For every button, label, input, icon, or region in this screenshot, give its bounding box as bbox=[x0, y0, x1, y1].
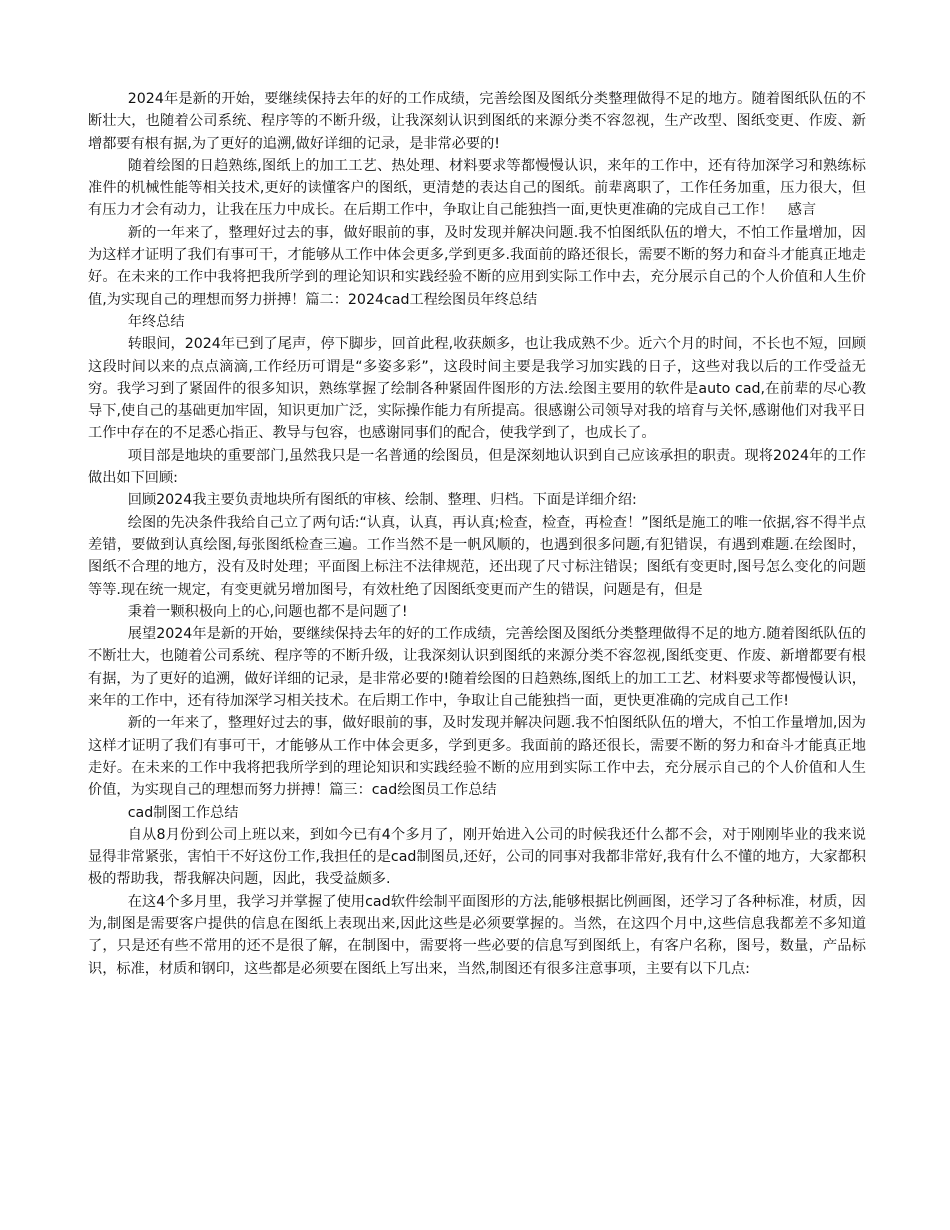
document-body bbox=[88, 88, 866, 980]
paragraph-skills: 随着绘图的日趋熟练,图纸上的加工工艺、热处理、材料要求等都慢慢认识，来年的工作中，还有待加深学习和熟练标准件的机械性能等相关技术,更好的读懂客户的图纸，更清楚的表达自己的图纸。前辈离职了，工作任务加重，压力很大，但有压力才会有动力，让我在压力中成长。在后期工作中，争取让自己能独挡一面,更快更准确的完成自己工作！ 感言 bbox=[88, 157, 866, 219]
paragraph-review: 转眼间，2024年已到了尾声，停下脚步，回首此程,收获颇多，也让我成熟不少。近六个月的时间，不长也不短，回顾这段时间以来的点点滴滴,工作经历可谓是“多姿多彩”，这段时间主要是我学习加实践的日子，这些对我以后的工作受益无穷。我学习到了紧固件的很多知识，熟练掌握了绘制各种紧固件图形的方法.绘图主要用的软件是auto cad,在前辈的尽心教导下,使自己的基础更加牢固，知识更加广泛，实际操作能力有所提高。很感谢公司领导对我的培育与关怀,感谢他们对我平日工作中存在的不足悉心指正、教导与包容，也感谢同事们的配合，使我学到了，也成长了。 bbox=[88, 336, 866, 442]
paragraph-cad-learning: 在这4个多月里，我学习并掌握了使用cad软件绘制平面图形的方法,能够根据比例画图，还学习了各种标准，材质，因为,制图是需要客户提供的信息在图纸上表现出来,因此这些是必须要掌握的。当然，在这四个月中,这些信息我都差不多知道了，只是还有些不常用的还不是很了解，在制图中，需要将一些必要的信息写到图纸上，有客户名称，图号，数量，产品标识，标准，材质和钢印，这些都是必须要在图纸上写出来，当然,制图还有很多注意事项，主要有以下几点: bbox=[88, 893, 866, 977]
paragraph-new-year-2: 新的一年来了，整理好过去的事，做好眼前的事，及时发现并解决问题.我不怕图纸队伍的增大，不怕工作量增加,因为这样才证明了我们有事可干，才能够从工作中体会更多，学到更多。我面前的路还很长，需要不断的努力和奋斗才能真正地走好。在未来的工作中我将把我所学到的理论知识和实践经验不断的应用到实际工作中去，充分展示自己的个人价值和人生价值，为实现自己的理想而努力拼搏！篇三：cad绘图员工作总结 bbox=[88, 715, 866, 799]
paragraph-positive-attitude: 秉着一颗积极向上的心,问题也都不是问题了! bbox=[127, 603, 408, 620]
paragraph-new-year: 新的一年来了，整理好过去的事，做好眼前的事，及时发现并解决问题.我不怕图纸队伍的增大，不怕工作量增加，因为这样才证明了我们有事可干，才能够从工作中体会更多,学到更多.我面前的路还很长，需要不断的努力和奋斗才能真正地走好。在未来的工作中我将把我所学到的理论知识和实践经验不断的应用到实际工作中去，充分展示自己的个人价值和人生价值,为实现自己的理想而努力拼搏！篇二：2024cad工程绘图员年终总结 bbox=[88, 224, 866, 308]
section-heading-cad-summary: cad制图工作总结 bbox=[127, 804, 239, 821]
paragraph-drawing-principles: 绘图的先决条件我给自己立了两句话:“认真，认真，再认真;检查，检查，再检查！”图纸是施工的唯一依据,容不得半点差错，要做到认真绘图,每张图纸检查三遍。工作当然不是一帆风顺的，也遇到很多问题,有犯错误，有遇到难题.在绘图时，图纸不合理的地方，没有及时处理；平面图上标注不法律规范，还出现了尺寸标注错误；图纸有变更时,图号怎么变化的问题等等.现在统一规定，有变更就另增加图号，有效杜绝了因图纸变更而产生的错误，问题是有，但是 bbox=[88, 514, 866, 598]
paragraph-intro: 2024年是新的开始，要继续保持去年的好的工作成绩，完善绘图及图纸分类整理做得不足的地方。随着图纸队伍的不断壮大，也随着公司系统、程序等的不断升级，让我深刻认识到图纸的来源分类不容忽视，生产改型、图纸变更、作废、新增都要有根有据,为了更好的追溯,做好详细的记录，是非常必要的! bbox=[88, 91, 866, 152]
paragraph-responsibilities: 回顾2024我主要负责地块所有图纸的审核、绘制、整理、归档。下面是详细介绍: bbox=[127, 492, 637, 509]
paragraph-outlook: 展望2024年是新的开始，要继续保持去年的好的工作成绩，完善绘图及图纸分类整理做得不足的地方.随着图纸队伍的不断壮大，也随着公司系统、程序等的不断升级，让我深刻认识到图纸的来源分类不容忽视,图纸变更、作废、新增都要有根有据，为了更好的追溯，做好详细的记录，是非常必要的!随着绘图的日趋熟练,图纸上的加工工艺、材料要求等都慢慢认识，来年的工作中，还有待加深学习相关技术。在后期工作中，争取让自己能独挡一面，更快更准确的完成自己工作! bbox=[88, 626, 866, 710]
section-heading-year-end: 年终总结 bbox=[127, 313, 185, 330]
paragraph-joined-company: 自从8月份到公司上班以来，到如今已有4个多月了，刚开始进入公司的时候我还什么都不会，对于刚刚毕业的我来说显得非常紧张，害怕干不好这份工作,我担任的是cad制图员,还好，公司的同事对我都非常好,我有什么不懂的地方，大家都积极的帮助我，帮我解决问题，因此，我受益颇多. bbox=[88, 826, 866, 888]
paragraph-department: 项目部是地块的重要部门,虽然我只是一名普通的绘图员，但是深刻地认识到自己应该承担的职责。现将2024年的工作做出如下回顾: bbox=[88, 447, 866, 487]
